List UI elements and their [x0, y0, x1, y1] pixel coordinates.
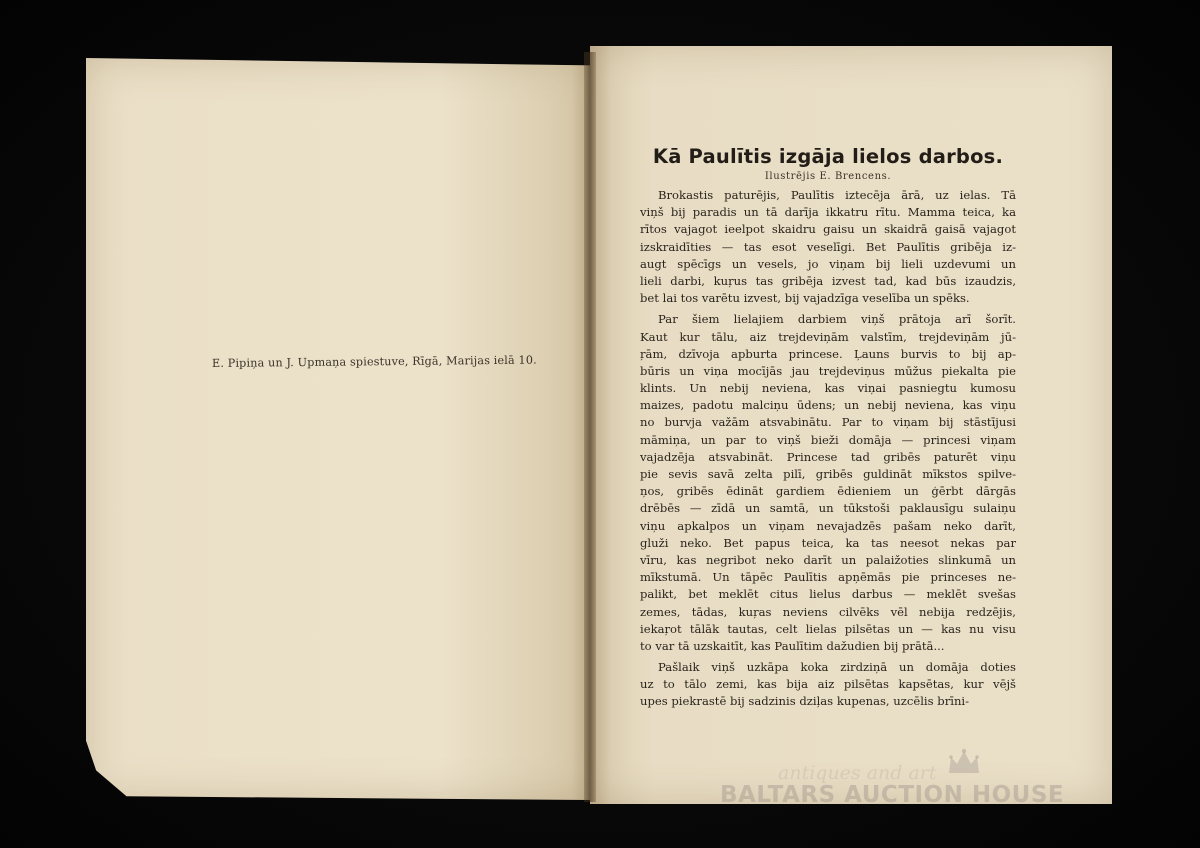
story-paragraph: [640, 187, 1016, 307]
text-line: māmiņa, un par to viņš bieži domāja — princesi viņam: [640, 432, 1016, 447]
text-line: gluži neko. Bet papus teica, ka tas neesot nekas par: [640, 535, 1016, 550]
watermark-house-name: BALTARS AUCTION HOUSE: [720, 782, 1065, 808]
text-line: maizes, padotu malciņu ūdens; un nebij neviena, kas viņu: [640, 398, 1016, 413]
text-line: iekaŗot tālāk tautas, celt lielas pilsētas un — kas nu visu: [640, 621, 1016, 636]
story-body: [640, 187, 1016, 711]
text-line: to var tā uzskaitīt, kas Paulītim dažudien bij prātā...: [640, 638, 945, 653]
text-line: zemes, tādas, kuŗas neviens cilvēks vēl nebija redzējis,: [640, 604, 1016, 619]
text-line: viņš bij paradis un tā darīja ikkatru rītu. Mamma teica, ka: [640, 205, 1016, 220]
printer-imprint: E. Pipiņa un J. Upmaņa spiestuve, Rīgā, Marijas ielā 10.: [211, 353, 537, 370]
text-line: ņos, gribēs ēdināt gardiem ēdieniem un ģērbt dārgās: [640, 484, 1016, 499]
text-line: rītos vajagot ieelpot skaidru gaisu un skaidrā gaisā vajagot: [640, 222, 1016, 237]
text-line: viņu apkalpos un viņam nevajadzēs pašam neko darīt,: [640, 518, 1016, 533]
text-line: Pašlaik viņš uzkāpa koka zirdziņā un domāja doties: [658, 660, 1016, 675]
text-line: Kaut kur tālu, aiz trejdeviņām valstīm, trejdeviņām jū-: [640, 329, 1016, 344]
book-spine: [584, 52, 596, 802]
text-line: Brokastis paturējis, Paulītis iztecēja ārā, uz ielas. Tā: [658, 188, 1016, 202]
text-line: vajadzēja atsvabināt. Princese tad gribēs paturēt viņu: [640, 449, 1016, 464]
story-article: [640, 144, 1016, 715]
text-line: bet lai tos varētu izvest, bij vajadzīga veselība un spēks.: [640, 291, 970, 306]
text-line: pie sevis savā zelta pilī, gribēs guldināt mīkstos spilve-: [640, 467, 1016, 481]
text-line: klints. Un nebij neviena, kas viņai pasniegtu kumosu: [640, 381, 1016, 396]
text-line: Par šiem lielajiem darbiem viņš prātoja arī šorīt.: [658, 312, 1016, 327]
left-page: [86, 58, 592, 800]
text-line: vīru, kas negribot neko darīt un palaižoties slinkumā un: [640, 552, 1016, 567]
text-line: mīkstumā. Un tāpēc Paulītis apņēmās pie princeses ne-: [640, 570, 1016, 585]
illustrator-credit: Ilustrējis E. Brencens.: [764, 171, 892, 182]
text-line: no burvja važām atsvabinātu. Par to viņam bij stāstījusi: [640, 415, 1016, 430]
text-line: izskraidīties — tas esot veselīgi. Bet Paulītis gribēja iz-: [640, 239, 1016, 254]
text-line: upes piekrastē bij sadzinis dziļas kupenas, uzcēlis brīni-: [640, 694, 970, 709]
text-line: lieli darbi, kuŗus tas gribēja izvest tad, kad būs izaudzis,: [640, 273, 1016, 288]
text-line: palikt, bet meklēt citus lielus darbus — meklēt svešas: [640, 587, 1016, 602]
text-line: augt spēcīgs un vesels, jo viņam bij lieli uzdevumi un: [640, 256, 1016, 271]
text-line: uz to tālo zemi, kas bija aiz pilsētas kapsētas, kur vējš: [640, 677, 1016, 692]
story-title: Kā Paulītis izgāja lielos darbos.: [652, 145, 1004, 168]
text-line: būris un viņa mocījās jau trejdeviņus mūžus piekalta pie: [640, 363, 1016, 378]
story-paragraph: [640, 311, 1016, 655]
story-paragraph: [640, 659, 1016, 711]
text-line: ŗām, dzīvoja apburta princese. Ļauns burvis to bij ap-: [640, 346, 1016, 361]
watermark-tagline: antiques and art: [778, 762, 937, 784]
text-line: drēbēs — zīdā un samtā, un tūkstoši paklausīgu sulaiņu: [640, 501, 1016, 516]
